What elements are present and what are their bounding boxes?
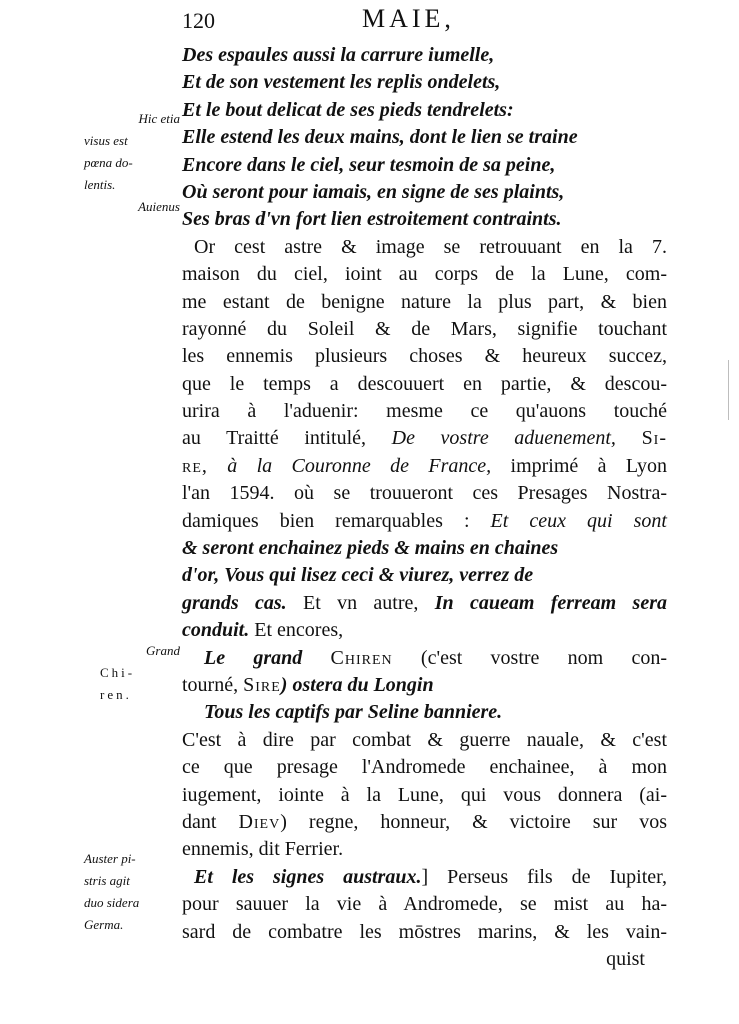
prose-line: les ennemis plusieurs choses & heureux succez, — [182, 345, 667, 368]
quotation-line: & seront enchainez pieds & mains en chaines — [182, 537, 559, 560]
body-text — [182, 42, 667, 973]
verse-line — [182, 645, 667, 672]
side-note-line: pœna do- — [84, 155, 133, 170]
prose-text: damiques bien remarquables : — [182, 509, 470, 532]
prose-line: pour sauuer la vie à Andromede, se mist au ha- — [182, 893, 667, 916]
running-head: MAIE, — [362, 4, 455, 33]
side-note-line: stris agit — [84, 873, 130, 888]
side-note-line: Hic etia — [138, 111, 180, 126]
prose-text: (c'est vostre nom con- — [420, 646, 668, 669]
prose-line: C'est à dire par combat & guerre nauale, & c'est — [182, 728, 667, 751]
address-sire: Si- — [641, 427, 668, 450]
quotation-line: d'or, Vous qui lisez ceci & viurez, verrez de — [182, 564, 534, 587]
side-note-hic-etiam — [84, 108, 180, 218]
prose-line — [182, 590, 667, 617]
prose-line — [182, 864, 667, 891]
side-note-line: duo sidera — [84, 895, 140, 910]
prose-text: imprimé à Lyon — [510, 454, 668, 477]
prose-line: ce que presage l'Andromede enchainee, à mon — [182, 756, 667, 779]
verse-line: Des espaules aussi la carrure iumelle, — [182, 44, 495, 66]
prose-line — [182, 453, 667, 480]
name-dieu: Diev — [238, 810, 281, 833]
address-sire: re, — [182, 454, 208, 477]
quotation: Et ceux qui sont — [490, 509, 667, 532]
quotation: In caueam ferream sera — [434, 591, 667, 614]
prose-text: dant — [182, 810, 217, 833]
verse-line: Et le bout delicat de ses pieds tendrelets: — [182, 98, 514, 121]
side-note-line: visus est — [84, 133, 128, 148]
verse-line: Tous les captifs par Seline banniere. — [204, 701, 503, 724]
quotation: grands cas. — [182, 591, 287, 614]
page-number: 120 — [182, 8, 215, 33]
prose-line: Or cest astre & image se retrouuant en la 7. — [194, 235, 667, 258]
prose-line: urira à l'aduenir: mesme ce qu'auons touché — [182, 400, 667, 423]
address-sire: Sire — [243, 673, 281, 696]
name-chiren: Chiren — [330, 646, 393, 669]
prose-line: rayonné du Soleil & de Mars, signifie touchant — [182, 317, 667, 340]
lemma: Et les signes austraux. — [194, 865, 422, 888]
title-reference: De vostre aduenement, — [391, 427, 616, 450]
prose-line: maison du ciel, ioint au corps de la Lune, com- — [182, 263, 667, 286]
catchword: quist — [606, 947, 645, 970]
verse-line: Elle estend les deux mains, dont le lien se traine — [182, 126, 578, 149]
prose-line: sard de combatre les mōstres marins, & les vain- — [182, 920, 667, 943]
page-header — [182, 4, 702, 38]
side-note-grand-chiren — [84, 640, 180, 706]
prose-text: Et vn autre, — [303, 591, 419, 614]
side-note-auster — [84, 848, 180, 936]
prose-line — [182, 508, 667, 535]
side-note-line: ren. — [100, 687, 132, 702]
side-note-line: Chi- — [100, 665, 136, 680]
quotation: Le grand — [204, 646, 303, 669]
prose-line: me estant de benigne nature la plus part, & bien — [182, 290, 667, 313]
verse-line: Où seront pour iamais, en signe de ses plaints, — [182, 180, 565, 203]
verse-line: Encore dans le ciel, seur tesmoin de sa peine, — [182, 153, 556, 176]
prose-line — [182, 672, 667, 699]
prose-text: ] Perseus fils de Iupiter, — [421, 865, 667, 888]
prose-line: ennemis, dit Ferrier. — [182, 838, 344, 861]
prose-text: ) regne, honneur, & victoire sur vos — [280, 810, 667, 833]
title-reference: à la Couronne de France, — [227, 454, 492, 477]
prose-line — [182, 809, 667, 836]
prose-text: tourné, — [182, 673, 239, 696]
side-note-line: Germa. — [84, 917, 124, 932]
verse-line: Ses bras d'vn fort lien estroitement contraints. — [182, 208, 562, 231]
quotation: conduit. — [182, 619, 250, 642]
prose-line: que le temps a descouuert en partie, & descou- — [182, 372, 667, 395]
verse-line: Et de son vestement les replis ondelets, — [182, 71, 501, 94]
side-note-line: lentis. — [84, 177, 116, 192]
side-note-line: Grand — [146, 643, 180, 658]
quotation: ) ostera du Longin — [280, 673, 434, 696]
prose-text: au Traitté intitulé, — [182, 427, 366, 450]
prose-line — [182, 425, 667, 452]
scan-edge-mark — [728, 360, 729, 420]
prose-text: Et encores, — [254, 619, 344, 642]
side-note-line: Auienus — [138, 199, 180, 214]
prose-line: iugement, iointe à la Lune, qui vous donnera (ai- — [182, 783, 667, 806]
prose-line: l'an 1594. où se trouueront ces Presages Nostra- — [182, 482, 667, 505]
prose-line — [182, 617, 667, 644]
side-note-line: Auster pi- — [84, 851, 136, 866]
